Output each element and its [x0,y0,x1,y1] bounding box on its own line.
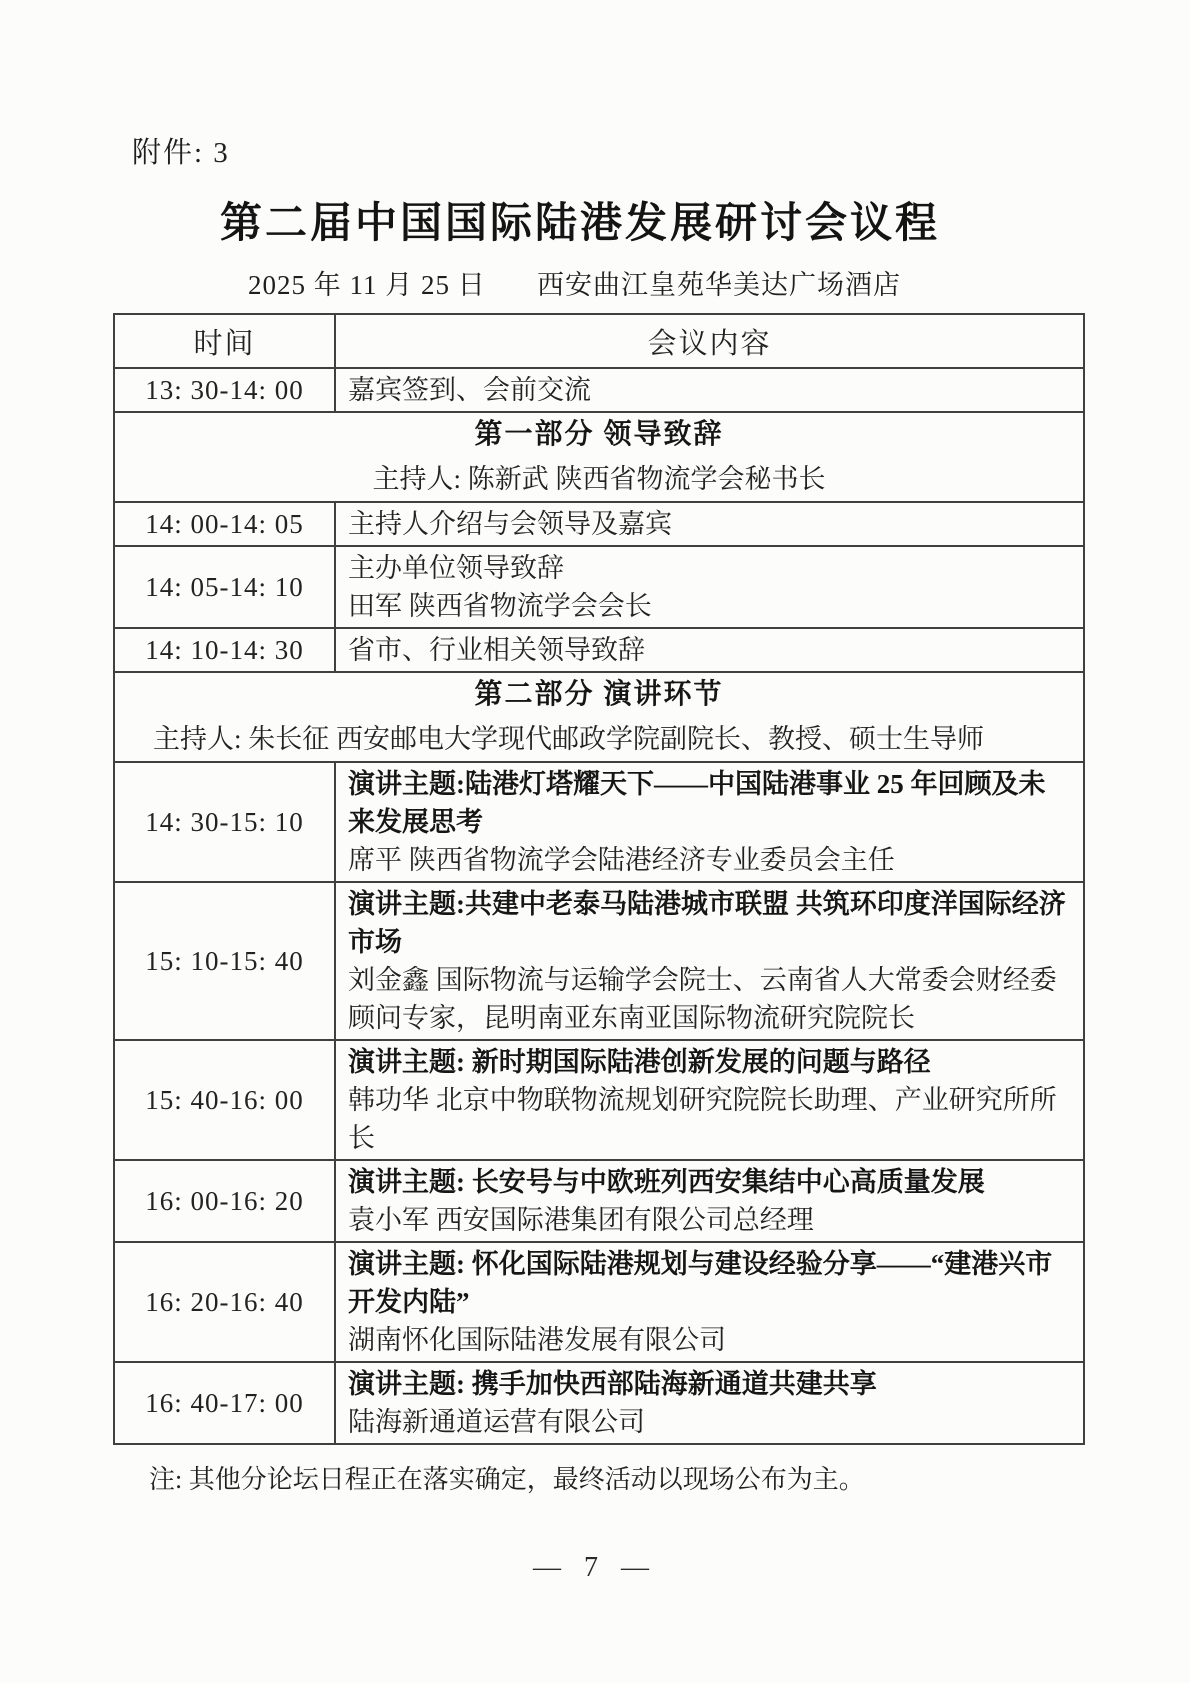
time-cell: 14: 00-14: 05 [114,502,335,546]
agenda-row [114,1160,1084,1242]
detail-line: 刘金鑫 国际物流与运输学会院士、云南省人大常委会财经委顾问专家，昆明南亚东南亚国际物流研究院院长 [348,965,1057,1033]
detail-line: 主办单位领导致辞 [348,553,564,583]
detail-line: 袁小军 西安国际港集团有限公司总经理 [348,1205,814,1235]
content-cell [335,502,1084,546]
topic-line: 演讲主题: 怀化国际陆港规划与建设经验分享——“建港兴市 开发内陆” [348,1249,1053,1317]
time-cell: 14: 10-14: 30 [114,628,335,672]
content-cell [335,1040,1084,1160]
detail-line: 嘉宾签到、会前交流 [348,375,591,405]
content-cell [335,762,1084,882]
detail-line: 省市、行业相关领导致辞 [348,635,645,665]
topic-line: 演讲主题:陆港灯塔耀天下——中国陆港事业 25 年回顾及未来发展思考 [348,769,1046,837]
detail-line: 田军 陕西省物流学会会长 [348,591,652,621]
section-row [114,412,1084,502]
time-cell: 16: 20-16: 40 [114,1242,335,1362]
detail-line: 陆海新通道运营有限公司 [348,1407,645,1437]
content-cell [335,368,1084,412]
topic-line: 演讲主题: 携手加快西部陆海新通道共建共享 [348,1369,877,1399]
agenda-block [113,313,1085,1496]
footnote: 注: 其他分论坛日程正在落实确定，最终活动以现场公布为主。 [149,1465,865,1494]
agenda-row [114,1242,1084,1362]
page-title: 第二届中国国际陆港发展研讨会议程 [219,199,940,246]
section-title: 第一部分 领导致辞 [474,419,724,450]
page-number: — 7 — [533,1552,657,1583]
content-cell [335,628,1084,672]
detail-line: 主持人介绍与会领导及嘉宾 [348,509,672,539]
content-cell [335,546,1084,628]
time-cell: 15: 10-15: 40 [114,882,335,1040]
event-venue: 西安曲江皇苑华美达广场酒店 [537,270,901,300]
content-cell [335,1160,1084,1242]
agenda-table-body [114,368,1084,1444]
topic-line: 演讲主题: 新时期国际陆港创新发展的问题与路径 [348,1047,931,1077]
time-cell: 15: 40-16: 00 [114,1040,335,1160]
agenda-row [114,882,1084,1040]
content-cell [335,1242,1084,1362]
section-host: 主持人: 朱长征 西安邮电大学现代邮政学院副院长、教授、硕士生导师 [153,724,985,754]
section-title: 第二部分 演讲环节 [474,679,724,710]
section-cell [114,412,1084,502]
topic-line: 演讲主题: 长安号与中欧班列西安集结中心高质量发展 [348,1167,985,1197]
table-header-row [114,314,1084,368]
agenda-row [114,762,1084,882]
agenda-row [114,628,1084,672]
time-cell: 16: 40-17: 00 [114,1362,335,1444]
time-cell: 16: 00-16: 20 [114,1160,335,1242]
agenda-row [114,502,1084,546]
agenda-row [114,546,1084,628]
time-cell: 14: 05-14: 10 [114,546,335,628]
detail-line: 席平 陕西省物流学会陆港经济专业委员会主任 [348,845,895,875]
time-cell: 13: 30-14: 00 [114,368,335,412]
content-cell [335,882,1084,1040]
topic-line: 演讲主题:共建中老泰马陆港城市联盟 共筑环印度洋国际经济市场 [348,889,1066,957]
section-row [114,672,1084,762]
detail-line: 湖南怀化国际陆港发展有限公司 [348,1325,726,1355]
attachment-label: 附件: 3 [132,137,230,169]
agenda-table [113,313,1085,1445]
agenda-row [114,1362,1084,1444]
agenda-row [114,368,1084,412]
detail-line: 韩功华 北京中物联物流规划研究院院长助理、产业研究所所长 [348,1085,1057,1153]
section-host: 主持人: 陈新武 陕西省物流学会秘书长 [372,464,826,494]
column-header-content: 会议内容 [335,314,1084,368]
agenda-row [114,1040,1084,1160]
section-cell [114,672,1084,762]
content-cell [335,1362,1084,1444]
column-header-time: 时间 [114,314,335,368]
event-date: 2025 年 11 月 25 日 [248,270,486,300]
time-cell: 14: 30-15: 10 [114,762,335,882]
